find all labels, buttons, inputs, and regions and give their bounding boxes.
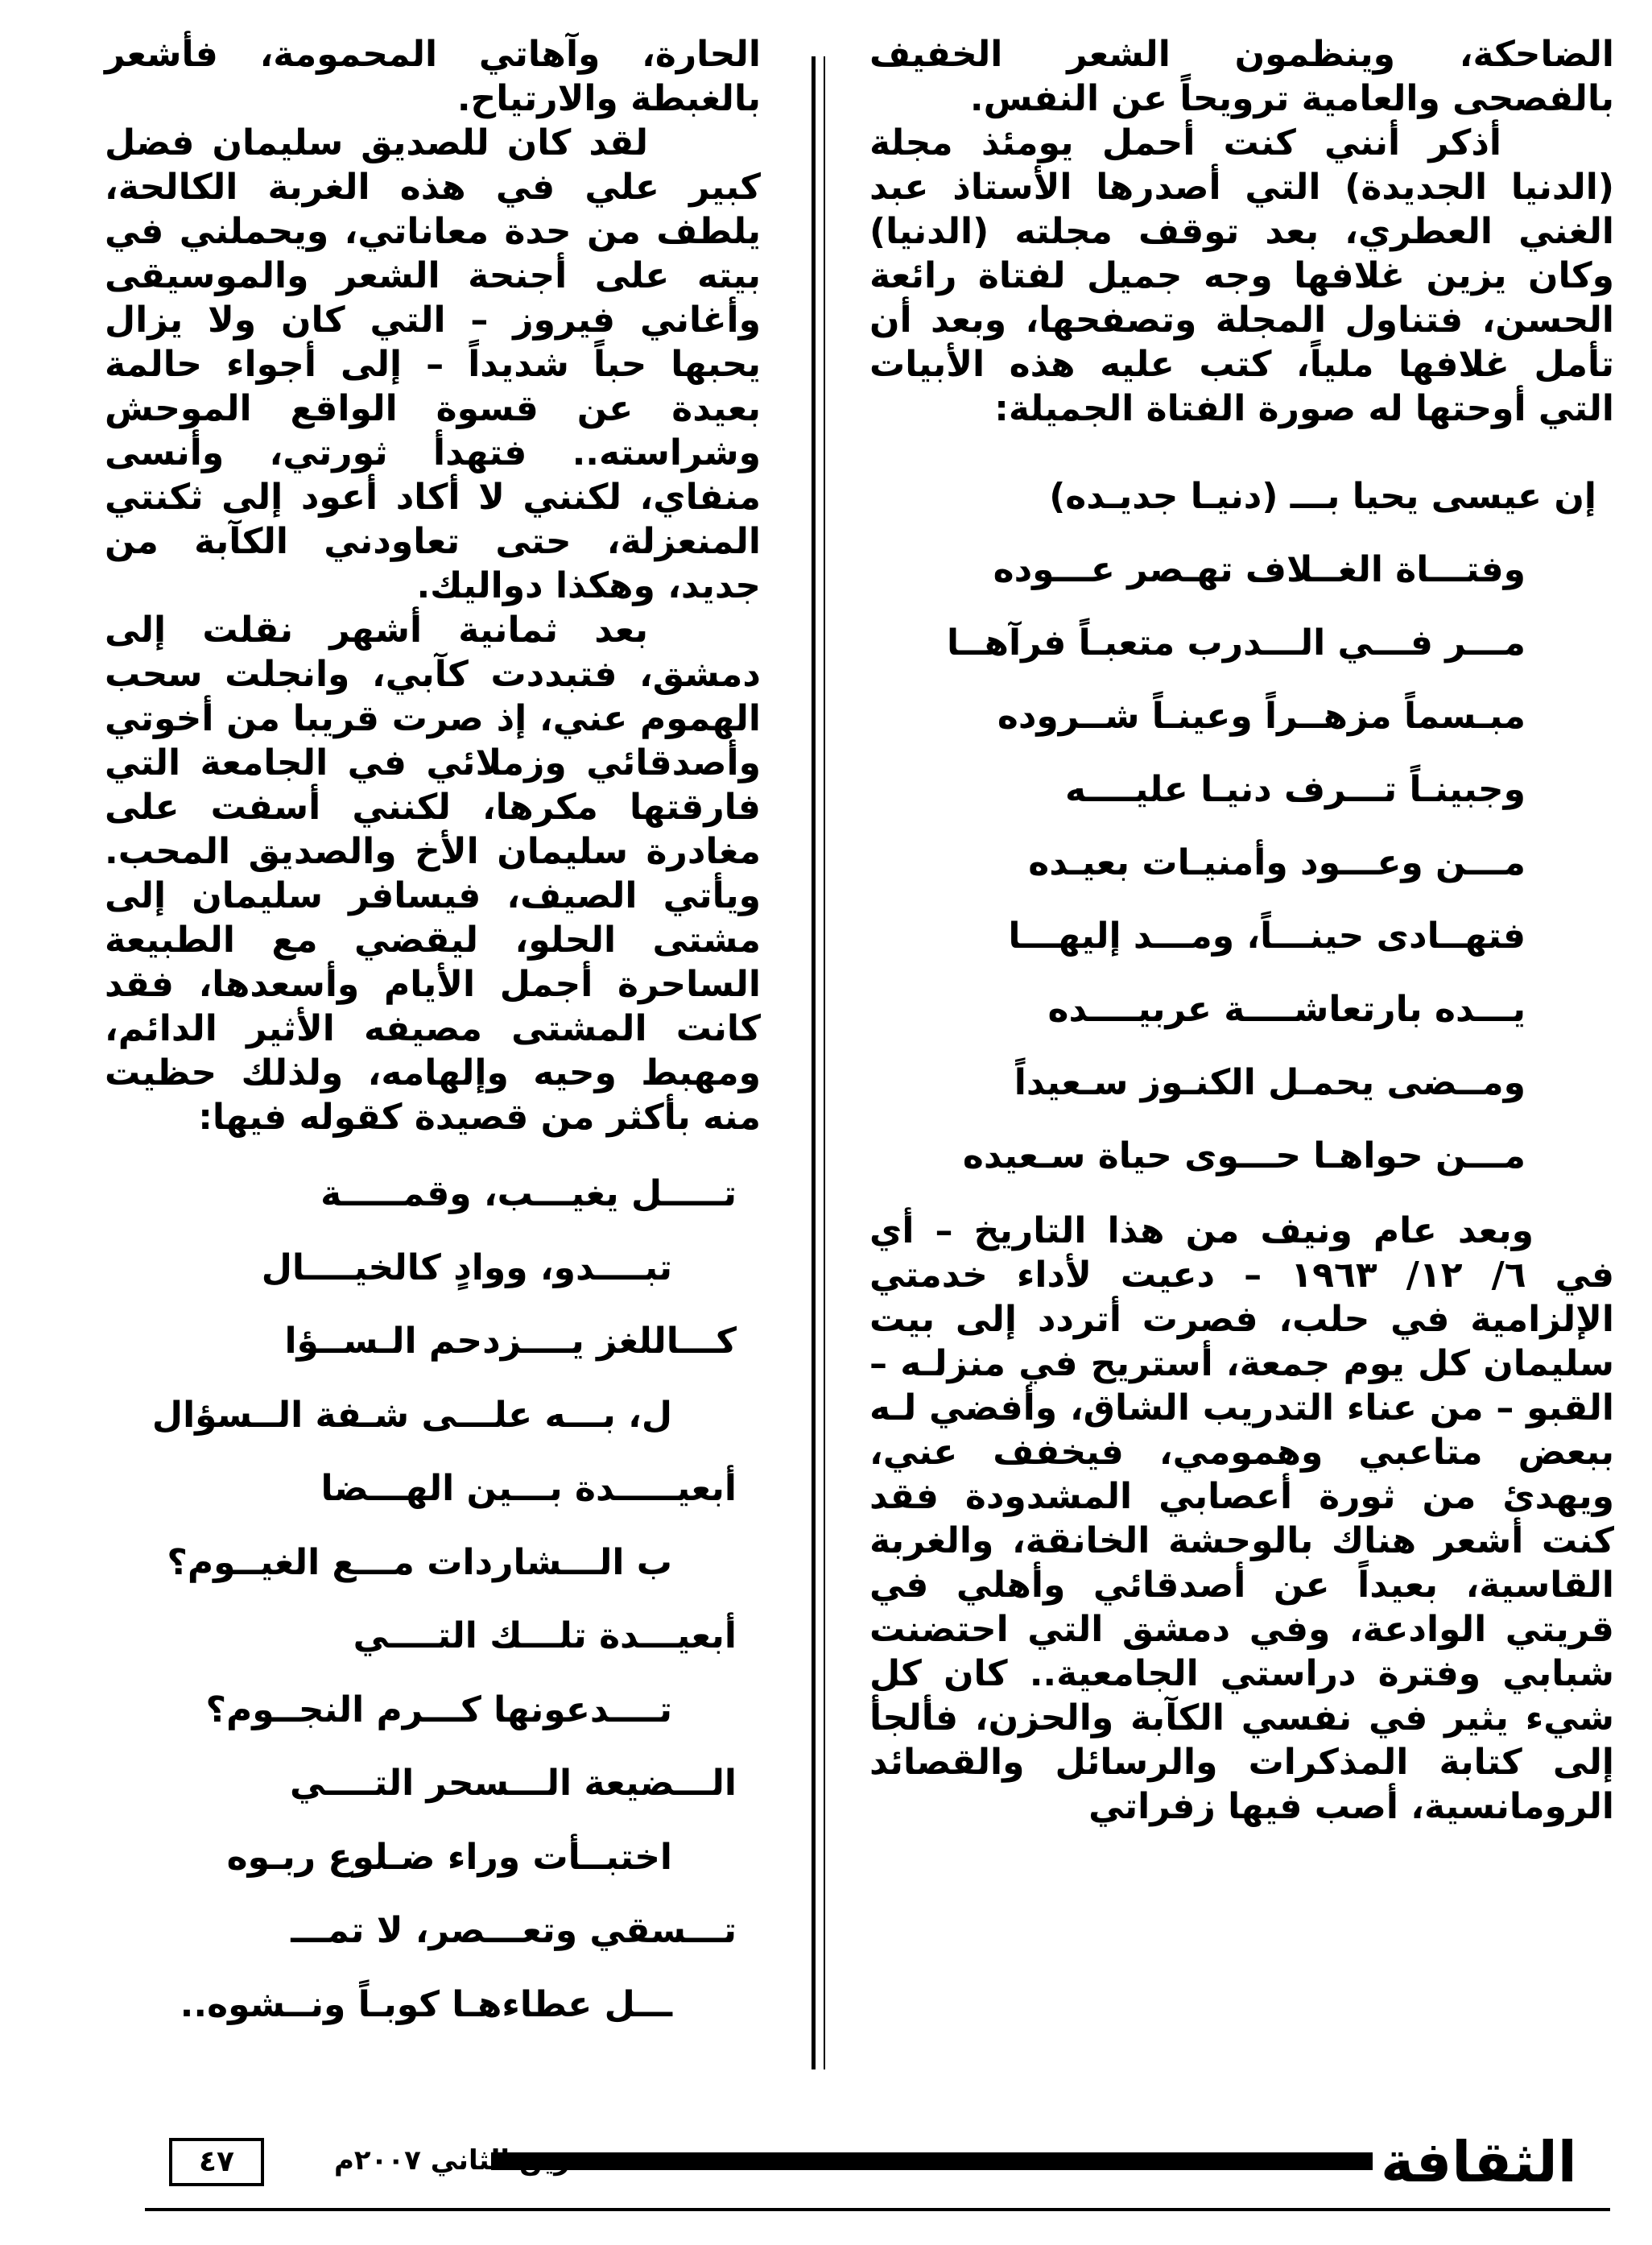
left-para-2: لقد كان للصديق سليمان فضل كبير علي في هذه الغربة الكالحة، يلطف من حدة معاناتي، ويحملني في بيته على أجنحة الشعر والموسيقى وأغاني فيروز – التي كان ولا يزال يحبها حباً شديداً – إلى أجواء حالمة بعيدة عن قسوة الواقع الموحش وشراسته.. فتهدأ ثورتي، وأنسى منفاي، لكنني لا أكاد أعود إلى ثكنتي المنعزلة، حتى تعاودني الكآبة من جديد، وهكذا دواليك. xyxy=(105,122,761,606)
footer-rule xyxy=(1236,2152,1373,2170)
poem-verse: فتهــادى حينـــاً، ومـــد إليهـــا xyxy=(1008,916,1526,957)
poem-verse: وجبينـاً تـــرف دنيـا عليــــه xyxy=(1064,769,1526,810)
page-footer xyxy=(145,2130,1610,2194)
magazine-logo: الثقافة xyxy=(1381,2129,1577,2195)
left-para-1: الحارة، وآهاتي المحمومة، فأشعر بالغبطة والارتياح. xyxy=(105,34,761,119)
right-para-1: الضاحكة، وينظمون الشعر الخفيف بالفصحى والعامية ترويحاً عن النفس. xyxy=(869,34,1614,119)
poem-verse: وفتـــاة الغــلاف تهـصر عـــوده xyxy=(993,549,1526,590)
poem-verse: تــــدعونها كـــرم النجــوم؟ xyxy=(205,1689,672,1730)
poem-verse: تـــــل يغيـــب، وقمـــــة xyxy=(320,1173,737,1214)
poem-verse: اختبــأت وراء ضـلوع ربـوه xyxy=(226,1836,672,1878)
poem-verse: إن عيسى يحيا بـــ (دنيـا جديـده) xyxy=(1049,476,1596,517)
footer-baseline xyxy=(145,2208,1610,2211)
divider-double-rule xyxy=(812,56,825,2069)
poem-verse: مبـسماً مزهــراً وعينـاً شــروده xyxy=(997,696,1526,737)
poem-verse: تـــسقي وتعـــصر، لا تمـــ xyxy=(291,1910,737,1951)
poem-verse: أبعيـــــدة بـــين الهـــضا xyxy=(320,1468,737,1509)
right-para-3: وبعد عام ونيف من هذا التاريخ – أي في ٦/ ١٢/ ١٩٦٣ – دعيت لأداء خدمتي الإلزامية في حلب، فصرت أتردد إلى بيت سليمان كل يوم جمعة، أستريح في منزلـه – القبو – من عناء التدريب الشاق، وأفضي لـه ببعض متاعبي وهمومي، فيخفف عني، ويهدئ من ثورة أعصابي المشدودة فقد كنت أشعر هناك بالوحشة الخانقة، والغربة القاسية، بعيداً عن أصدقائي وأهلي في قريتي الوادعة، وفي دمشق التي احتضنت شبابي وفترة دراستي الجامعية.. كان كل شيء يثير في نفسي الكآبة والحزن، فألجأ إلى كتابة المذكرات والرسائل والقصائد الرومانسية، أصب فيها زفراتي xyxy=(869,1210,1615,1827)
poem-verse: ل، بـــه علـــى شـفة الــسؤال xyxy=(151,1394,672,1436)
poem-verse: أبعيـــدة تلـــك التــــي xyxy=(353,1615,737,1656)
left-column xyxy=(105,32,761,2041)
poem-verse: مـــر فـــي الـــدرب متعبـاً فرآهــا xyxy=(946,622,1526,664)
poem-verse: ومــضى يحمـل الكنـوز سـعيداً xyxy=(1014,1062,1526,1103)
poem-verse: تبــــدو، ووادٍ كالخيــــال xyxy=(261,1247,672,1288)
poem-verse: ب الـــشاردات مـــع الغيــوم؟ xyxy=(167,1541,672,1583)
right-column xyxy=(869,32,1614,1829)
issue-date: تشرين الثاني ٢٠٠٧م xyxy=(334,2144,609,2177)
left-para-3: بعد ثمانية أشهر نقلت إلى دمشق، فتبددت كآبي، وانجلت سحب الهموم عني، إذ صرت قريبا من أخوتي وأصدقائي وزملائي في الجامعة التي فارقتها مكرها، لكنني أسفت على مغادرة سليمان الأخ والصديق المحب. ويأتي الصيف، فيسافر سليمان إلى مشتى الحلو، ليقضي مع الطبيعة الساحرة أجمل الأيام وأسعدها، فقد كانت المشتى مصيفه الأثير الدائم، ومهبط وحيه وإلهامه، ولذلك حظيت منه بأكثر من قصيدة كقوله فيها: xyxy=(105,610,761,1138)
poem-verse: كـــاللغز يــــزدحم الـســؤا xyxy=(284,1321,737,1362)
page-number: ٤٧ xyxy=(169,2138,264,2186)
right-poem xyxy=(869,460,1614,1193)
poem-verse: يـــده بارتعاشــــة عربيــــده xyxy=(1047,989,1526,1030)
right-para-2: أذكر أنني كنت أحمل يومئذ مجلة (الدنيا الجديدة) التي أصدرها الأستاذ عبد الغني العطري، بعد توقف مجلته (الدنيا) وكان يزين غلافها وجه جميل لفتاة رائعة الحسن، فتناول المجلة وتصفحها، وبعد أن تأمل غلافها ملياً، كتب عليه هذه الأبيات التي أوحتها له صورة الفتاة الجميلة: xyxy=(869,122,1614,429)
poem-verse: الـــضيعة الـــسحر التــــي xyxy=(289,1763,737,1804)
poem-verse: ـــل عطاءهـا كوبـاً ونــشوه.. xyxy=(180,1983,672,2025)
poem-verse: مـــن وعـــود وأمنيـات بعيـده xyxy=(1028,842,1526,883)
left-poem xyxy=(105,1157,761,2041)
poem-verse: مـــن حواهـا حـــوى حياة سـعيده xyxy=(962,1135,1526,1176)
